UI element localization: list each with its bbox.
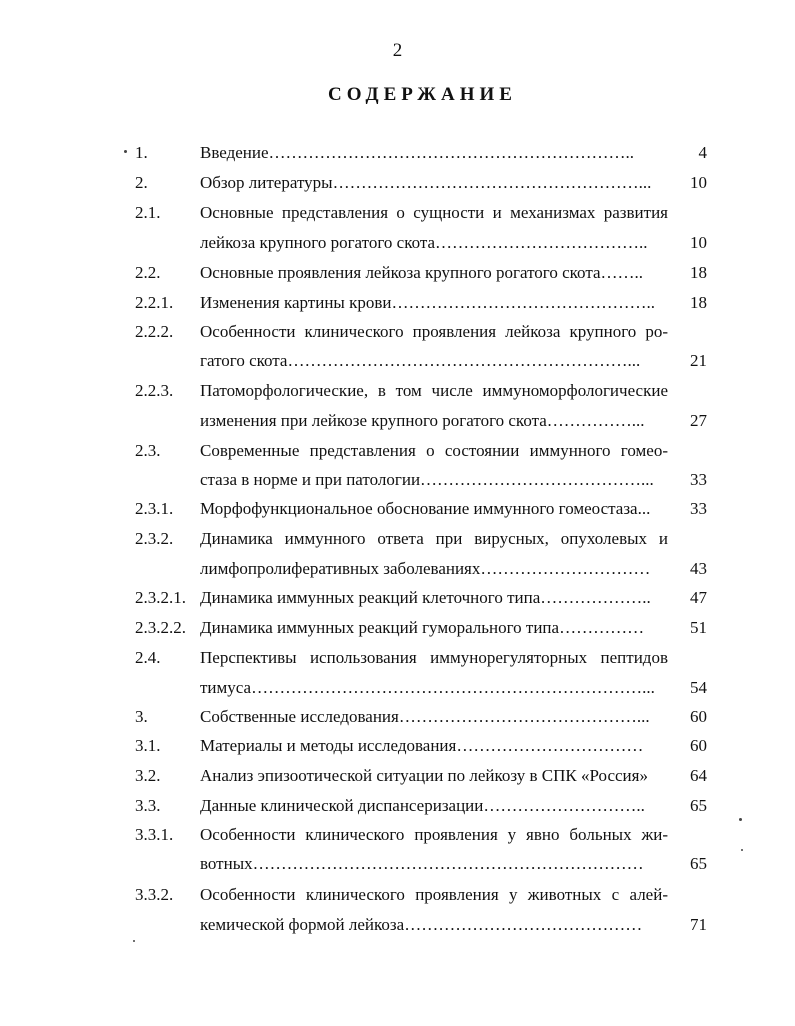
toc-entry — [0, 138, 795, 168]
toc-entry-title: Изменения картины крови……………………………………….. — [200, 293, 655, 312]
toc-entry-page: 71 — [690, 915, 707, 934]
toc-entry-number: 2.3.1. — [135, 499, 174, 518]
toc-entry-number: 3.3. — [135, 796, 161, 815]
toc-entry — [0, 643, 795, 673]
toc-entry-number: 2.3. — [135, 441, 161, 460]
toc-entry-title: вотных…………………………………………………………… — [200, 854, 644, 873]
toc-entry-page: 10 — [690, 233, 707, 252]
toc-entry — [0, 761, 795, 791]
toc-entry-title: Особенности клинического проявления у животных с алей- — [200, 885, 668, 904]
toc-entry-title: Обзор литературы………………………………………………... — [200, 173, 652, 192]
toc-entry-title: Основные представления о сущности и механизмах развития — [200, 203, 668, 222]
toc-entry-title: Анализ эпизоотической ситуации по лейкозу в СПК «Россия» — [200, 766, 648, 785]
toc-entry-title: Динамика иммунного ответа при вирусных, опухолевых и — [200, 529, 668, 548]
toc-entry — [0, 168, 795, 198]
toc-entry-title: изменения при лейкозе крупного рогатого скота……………... — [200, 411, 645, 430]
page-number: 2 — [392, 40, 403, 61]
toc-entry-title: стаза в норме и при патологии…………………………………... — [200, 470, 654, 489]
toc-entry-continuation — [0, 849, 795, 879]
toc-entry-title: Особенности клинического проявления у явно больных жи- — [200, 825, 668, 844]
toc-entry-number: 2.2.1. — [135, 293, 174, 312]
toc-entry-number: 2.2.3. — [135, 381, 174, 400]
toc-entry-number: 2.1. — [135, 203, 161, 222]
toc-entry — [0, 494, 795, 524]
toc-entry — [0, 880, 795, 910]
toc-entry-title: гатого скота……………………………………………………... — [200, 351, 641, 370]
toc-entry-title: Введение……………………………………………………….. — [200, 143, 635, 162]
toc-entry-title: лейкоза крупного рогатого скота……………………………….. — [200, 233, 648, 252]
toc-entry-title: Особенности клинического проявления лейкоза крупного ро- — [200, 322, 668, 341]
toc-entry-page: 51 — [690, 618, 707, 637]
toc-entry-title: Морфофункциональное обоснование иммунного гомеостаза... — [200, 499, 651, 518]
toc-entry-page: 64 — [690, 766, 707, 785]
toc-entry-continuation — [0, 910, 795, 940]
toc-entry-number: 2.3.2.1. — [135, 588, 186, 607]
toc-entry-title: Перспективы использования иммунорегуляторных пептидов — [200, 648, 668, 667]
toc-entry-number: 3.1. — [135, 736, 161, 755]
toc-entry-number: 2.2.2. — [135, 322, 174, 341]
toc-entry-title: кемической формой лейкоза…………………………………… — [200, 915, 643, 934]
toc-entry — [0, 288, 795, 318]
toc-entry-page: 4 — [698, 143, 707, 162]
toc-entry-page: 47 — [690, 588, 707, 607]
toc-entry-continuation — [0, 346, 795, 376]
toc-entry — [0, 583, 795, 613]
toc-entry-number: 3.2. — [135, 766, 161, 785]
toc-entry — [0, 791, 795, 821]
toc-entry — [0, 376, 795, 406]
toc-entry-number: 2.3.2. — [135, 529, 174, 548]
toc-entry-page: 10 — [690, 173, 707, 192]
toc-entry-number: 2.4. — [135, 648, 161, 667]
toc-entry-continuation — [0, 554, 795, 584]
toc-entry-number: 1. — [135, 143, 148, 162]
toc-entry-continuation — [0, 465, 795, 495]
toc-entry-title: Патоморфологические, в том числе иммуноморфологические — [200, 381, 668, 400]
scan-speck — [124, 150, 127, 153]
toc-entry-number: 3. — [135, 707, 148, 726]
toc-entry-page: 60 — [690, 736, 707, 755]
toc-entry-title: Динамика иммунных реакций клеточного типа……………….. — [200, 588, 651, 607]
toc-entry-number: 2.3.2.2. — [135, 618, 186, 637]
scan-speck — [741, 849, 743, 851]
page-title: СОДЕРЖАНИЕ — [328, 84, 517, 105]
toc-entry-continuation — [0, 406, 795, 436]
toc-entry-number: 2. — [135, 173, 148, 192]
toc-entry-page: 54 — [690, 678, 707, 697]
toc-entry-title: Собственные исследования……………………………………... — [200, 707, 650, 726]
toc-entry-title: тимуса……………………………………………………………... — [200, 678, 655, 697]
scan-speck — [133, 940, 135, 942]
toc-entry-continuation — [0, 228, 795, 258]
toc-entry-number: 3.3.1. — [135, 825, 174, 844]
toc-entry-page: 27 — [690, 411, 707, 430]
toc-entry-page: 33 — [690, 470, 707, 489]
toc-entry-title: Основные проявления лейкоза крупного рогатого скота…….. — [200, 263, 643, 282]
toc-entry-title: Материалы и методы исследования…………………………… — [200, 736, 644, 755]
toc-entry-continuation — [0, 673, 795, 703]
toc-entry-page: 18 — [690, 263, 707, 282]
toc-entry — [0, 317, 795, 347]
toc-entry — [0, 258, 795, 288]
toc-entry-title: Динамика иммунных реакций гуморального типа…………… — [200, 618, 645, 637]
toc-entry-title: Данные клинической диспансеризации……………………….. — [200, 796, 645, 815]
toc-entry — [0, 436, 795, 466]
toc-entry-page: 43 — [690, 559, 707, 578]
toc-entry-page: 33 — [690, 499, 707, 518]
toc-entry-page: 18 — [690, 293, 707, 312]
toc-entry-number: 2.2. — [135, 263, 161, 282]
toc-entry — [0, 198, 795, 228]
toc-entry-page: 65 — [690, 854, 707, 873]
toc-entry — [0, 613, 795, 643]
toc-entry-title: лимфопролиферативных заболеваниях………………………… — [200, 559, 651, 578]
toc-entry-page: 21 — [690, 351, 707, 370]
toc-entry-page: 60 — [690, 707, 707, 726]
toc-entry — [0, 524, 795, 554]
toc-entry — [0, 820, 795, 850]
toc-entry — [0, 731, 795, 761]
toc-entry-title: Современные представления о состоянии иммунного гомео- — [200, 441, 668, 460]
toc-entry — [0, 702, 795, 732]
toc-entry-number: 3.3.2. — [135, 885, 174, 904]
toc-entry-page: 65 — [690, 796, 707, 815]
scan-speck — [739, 818, 742, 821]
